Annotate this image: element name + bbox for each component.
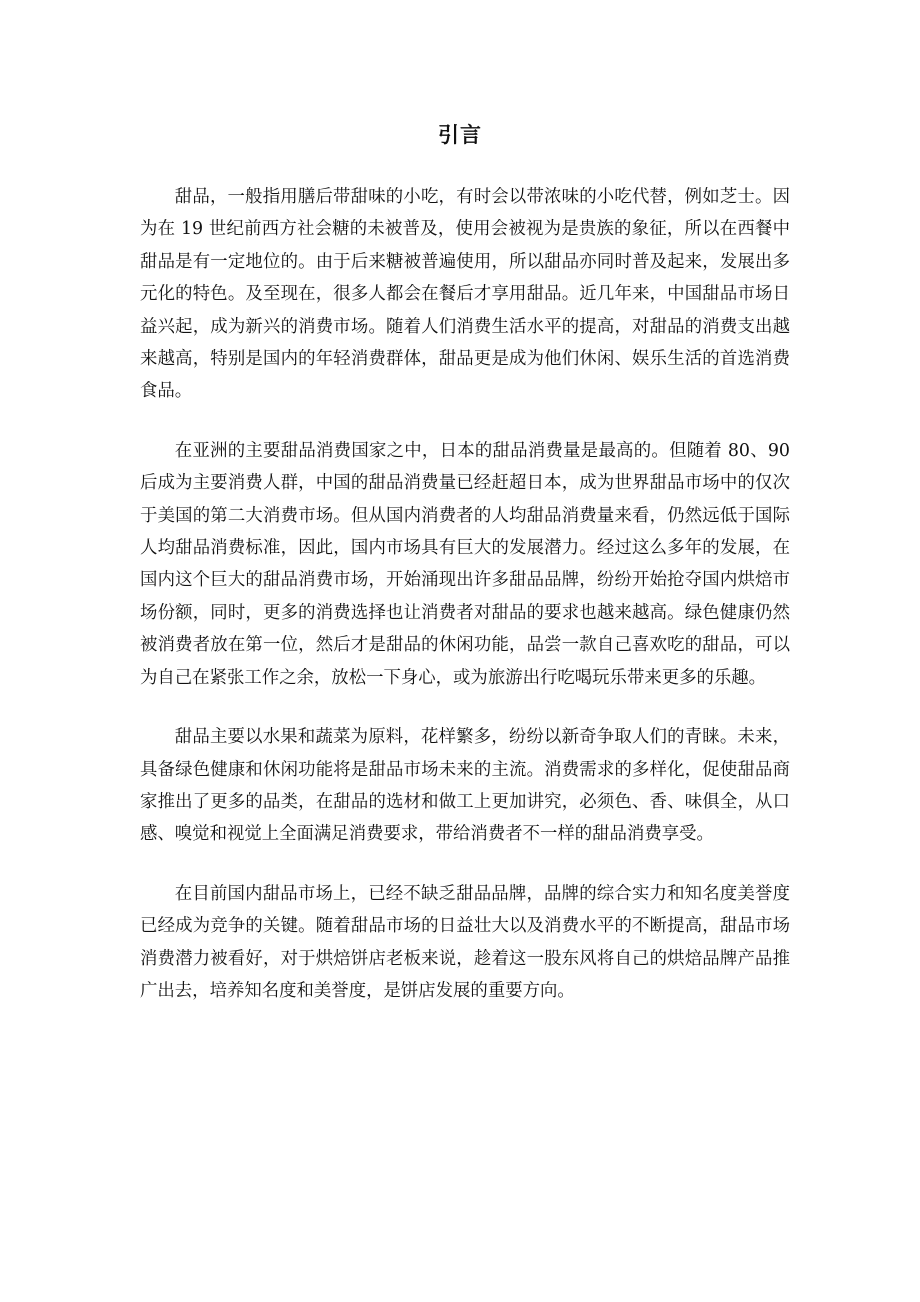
paragraph-2: 在亚洲的主要甜品消费国家之中，日本的甜品消费量是最高的。但随着 80、90 后成为主要消费人群，中国的甜品消费量已经赶超日本，成为世界甜品市场中的仅次于美国的第二大消费市场。但从国内消费者的人均甜品消费量来看，仍然远低于国际人均甜品消费标准，因此，国内市场具有巨大的发展潜力。经过这么多年的发展，在国内这个巨大的甜品消费市场，开始涌现出许多甜品品牌，纷纷开始抢夺国内烘焙市场份额，同时，更多的消费选择也让消费者对甜品的要求也越来越高。绿色健康仍然被消费者放在第一位，然后才是甜品的休闲功能，品尝一款自己喜欢吃的甜品，可以为自己在紧张工作之余，放松一下身心，或为旅游出行吃喝玩乐带来更多的乐趣。	[140, 440, 790, 688]
paragraph-3: 甜品主要以水果和蔬菜为原料，花样繁多，纷纷以新奇争取人们的青睐。未来，具备绿色健康和休闲功能将是甜品市场未来的主流。消费需求的多样化，促使甜品商家推出了更多的品类，在甜品的选材和做工上更加讲究，必须色、香、味俱全，从口感、嗅觉和视觉上全面满足消费要求，带给消费者不一样的甜品消费享受。	[140, 727, 790, 845]
paragraph-4: 在目前国内甜品市场上，已经不缺乏甜品品牌，品牌的综合实力和知名度美誉度已经成为竞争的关键。随着甜品市场的日益壮大以及消费水平的不断提高，甜品市场消费潜力被看好，对于烘焙饼店老板来说，趁着这一股东风将自己的烘焙品牌产品推广出去，培养知名度和美誉度，是饼店发展的重要方向。	[140, 883, 790, 1001]
paragraph-1: 甜品，一般指用膳后带甜味的小吃，有时会以带浓味的小吃代替，例如芝士。因为在 19 世纪前西方社会糖的未被普及，使用会被视为是贵族的象征，所以在西餐中甜品是有一定地位的。由于后来糖被普遍使用，所以甜品亦同时普及起来，发展出多元化的特色。及至现在，很多人都会在餐后才享用甜品。近几年来，中国甜品市场日益兴起，成为新兴的消费市场。随着人们消费生活水平的提高，对甜品的消费支出越来越高，特别是国内的年轻消费群体，甜品更是成为他们休闲、娱乐生活的首选消费食品。	[140, 187, 790, 402]
document-title: 引言	[438, 123, 482, 147]
document-body	[140, 181, 790, 1034]
